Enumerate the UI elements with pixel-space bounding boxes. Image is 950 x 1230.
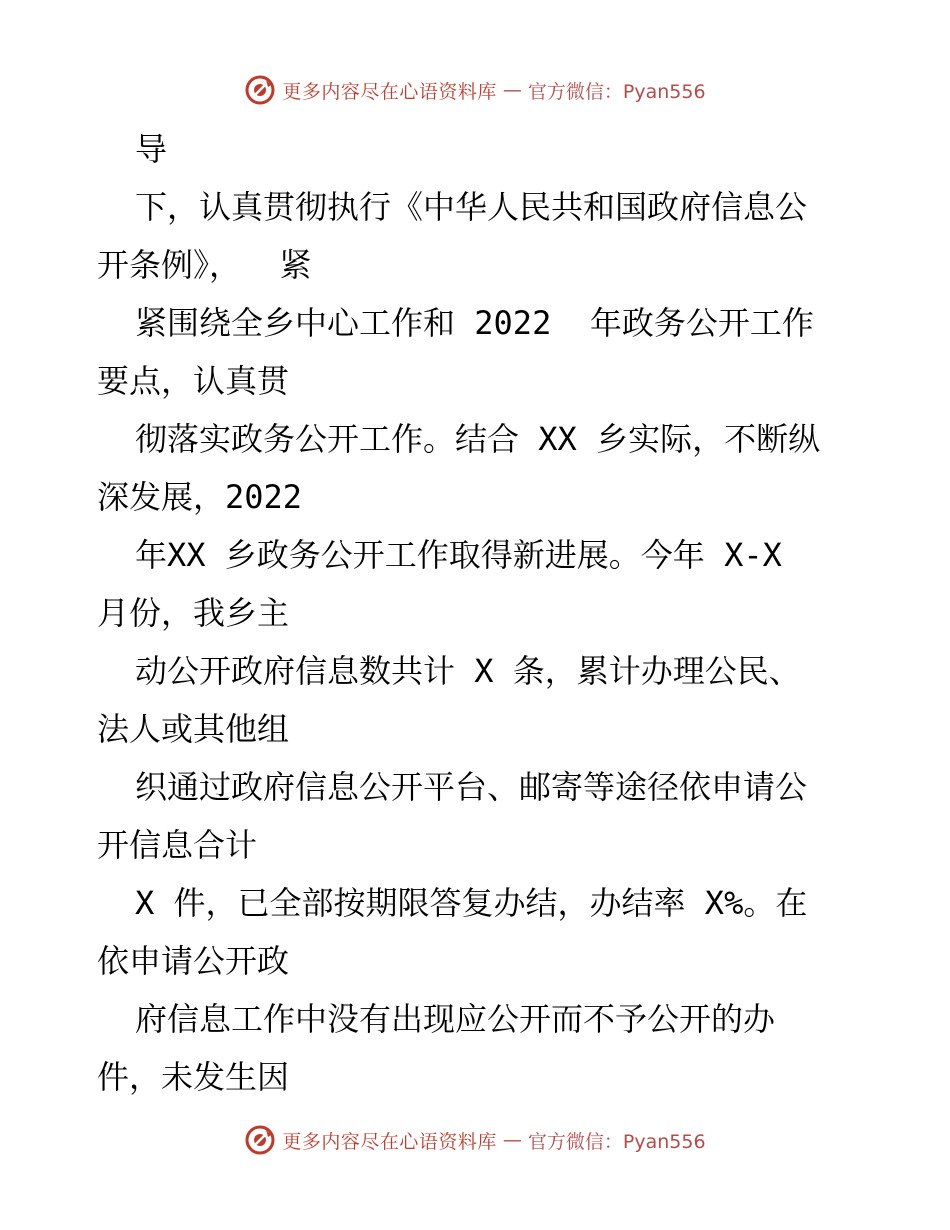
body-line: 月份，我乡主 [97,594,290,632]
header-wechat-text: 官方微信：Pyan556 [527,80,706,103]
footer-wechat-text: 官方微信：Pyan556 [527,1130,706,1153]
header-separator: — [502,79,522,101]
body-line: 彻落实政务公开工作。结合 XX 乡实际，不断纵 [135,420,821,458]
header-brand-text: 更多内容尽在心语资料库 [282,80,497,103]
body-line: 下，认真贯彻执行《中华人民共和国政府信息公 [135,188,808,226]
body-line: 依申请公开政 [97,942,290,980]
footer-separator: — [502,1129,522,1151]
header-banner [0,70,950,110]
body-line: 深发展，2022 [97,478,303,516]
brand-logo-icon [244,1124,276,1156]
body-line: 件，未发生因 [97,1058,290,1096]
body-line: 紧围绕全乡中心工作和 2022 年政务公开工作 [135,304,814,342]
brand-logo-icon [244,74,276,106]
body-line: 开信息合计 [97,826,258,864]
body-line: 年XX 乡政务公开工作取得新进展。今年 X-X [135,536,782,574]
body-line: 府信息工作中没有出现应公开而不予公开的办 [135,1000,776,1038]
body-line: 法人或其他组 [97,710,290,748]
body-line: 要点，认真贯 [97,362,290,400]
footer-brand-text: 更多内容尽在心语资料库 [282,1130,497,1153]
body-line: 导 [135,130,168,168]
body-line: 动公开政府信息数共计 X 条，累计办理公民、 [135,652,801,690]
body-line: X 件，已全部按期限答复办结，办结率 X%。在 [135,884,808,922]
body-line: 开条例》， 紧 [97,246,312,284]
body-line: 织通过政府信息公开平台、邮寄等途径依申请公 [135,768,808,806]
document-body [97,120,857,1106]
footer-banner [0,1120,950,1160]
